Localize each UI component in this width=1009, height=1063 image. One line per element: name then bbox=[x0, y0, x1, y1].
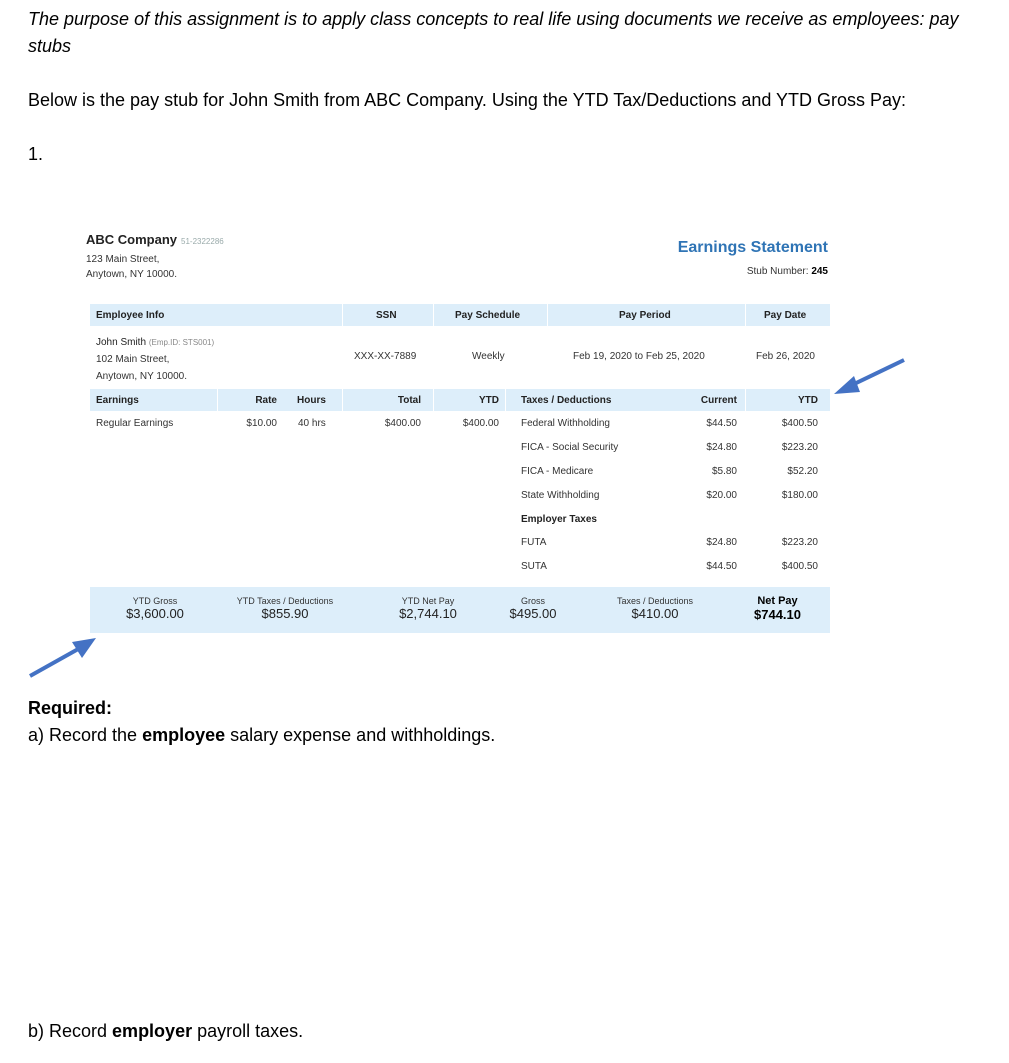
arrow-icon bbox=[26, 636, 98, 680]
pay-stub bbox=[85, 225, 830, 635]
gross-value: $495.00 bbox=[509, 606, 557, 621]
requirement-b bbox=[28, 1021, 303, 1042]
ytd-gross-value: $3,600.00 bbox=[126, 606, 184, 621]
tax-ytd-suta: $400.50 bbox=[781, 561, 818, 572]
ytd-taxes-value: $855.90 bbox=[261, 606, 309, 621]
company-name-text: ABC Company bbox=[86, 232, 178, 247]
employee-ssn: XXX-XX-7889 bbox=[354, 351, 417, 362]
employer-taxes-label: Employer Taxes bbox=[521, 514, 597, 525]
header-pay-date: Pay Date bbox=[764, 310, 807, 321]
arrow-icon bbox=[828, 354, 908, 400]
hours-header: Hours bbox=[297, 395, 326, 406]
instruction-text: Below is the pay stub for John Smith from ABC Company. Using the YTD Tax/Deductions and YTD Gross Pay: bbox=[28, 90, 907, 110]
regular-earnings-label: Regular Earnings bbox=[96, 418, 174, 429]
tax-ytd-social-security: $223.20 bbox=[781, 442, 818, 453]
tax-label-medicare: FICA - Medicare bbox=[521, 466, 594, 477]
gross-summary bbox=[473, 596, 593, 621]
requirement-b-suffix: payroll taxes. bbox=[192, 1021, 304, 1041]
tax-label-suta: SUTA bbox=[521, 561, 547, 572]
header-pay-period: Pay Period bbox=[619, 310, 671, 321]
employee-address-line-1: 102 Main Street, bbox=[96, 354, 170, 365]
ytd-taxes-label: YTD Taxes / Deductions bbox=[236, 596, 334, 606]
stub-number bbox=[747, 266, 828, 277]
tax-ytd-state: $180.00 bbox=[781, 490, 818, 501]
intro-text: The purpose of this assignment is to apply class concepts to real life using documents we receive as employees: pay stubs bbox=[28, 9, 959, 56]
pay-schedule-value: Weekly bbox=[472, 351, 505, 362]
tax-current-federal: $44.50 bbox=[706, 418, 737, 429]
stub-number-value: 245 bbox=[811, 266, 828, 277]
taxes-header: Taxes / Deductions bbox=[521, 395, 612, 406]
taxes-label: Taxes / Deductions bbox=[616, 596, 694, 606]
header-pay-schedule: Pay Schedule bbox=[455, 310, 521, 321]
ytd-net-value: $2,744.10 bbox=[399, 606, 457, 621]
tax-label-federal: Federal Withholding bbox=[521, 418, 610, 429]
ytd-taxes-summary bbox=[225, 596, 345, 621]
earnings-header: Earnings bbox=[96, 395, 139, 406]
taxes-value: $410.00 bbox=[631, 606, 679, 621]
gross-label: Gross bbox=[520, 596, 545, 606]
company-address-line-2: Anytown, NY 10000. bbox=[86, 269, 177, 280]
requirement-a bbox=[28, 725, 495, 746]
regular-earnings-rate: $10.00 bbox=[246, 418, 277, 429]
requirement-a-bold: employee bbox=[142, 725, 226, 745]
tax-current-state: $20.00 bbox=[706, 490, 737, 501]
tax-label-social-security: FICA - Social Security bbox=[521, 442, 619, 453]
ytd-net-summary bbox=[368, 596, 488, 621]
company-address bbox=[86, 252, 177, 282]
tax-label-state: State Withholding bbox=[521, 490, 600, 501]
tax-ytd-federal: $400.50 bbox=[781, 418, 818, 429]
stub-number-label: Stub Number: bbox=[746, 266, 809, 277]
company-name bbox=[86, 232, 224, 247]
total-header: Total bbox=[397, 395, 421, 406]
tax-label-futa: FUTA bbox=[521, 537, 547, 548]
ytd-net-label: YTD Net Pay bbox=[401, 596, 455, 606]
company-id: 51-2322286 bbox=[181, 237, 224, 246]
employee-id: (Emp.ID: STS001) bbox=[148, 338, 215, 347]
header-ssn: SSN bbox=[376, 310, 397, 321]
net-pay-value: $744.10 bbox=[754, 607, 801, 622]
net-pay-summary bbox=[725, 595, 830, 622]
pay-period-value: Feb 19, 2020 to Feb 25, 2020 bbox=[573, 351, 705, 362]
net-pay-label: Net Pay bbox=[757, 595, 798, 607]
ytd-gross-summary bbox=[95, 596, 215, 621]
ytd2-header: YTD bbox=[798, 395, 818, 406]
employee-info bbox=[96, 334, 214, 385]
taxes-summary bbox=[595, 596, 715, 621]
requirement-a-suffix: salary expense and withholdings. bbox=[225, 725, 496, 745]
requirement-b-bold: employer bbox=[112, 1021, 193, 1041]
requirement-a-prefix: a) Record the bbox=[28, 725, 143, 745]
employee-address-line-2: Anytown, NY 10000. bbox=[96, 371, 187, 382]
employee-name: John Smith bbox=[96, 337, 147, 348]
pay-date-value: Feb 26, 2020 bbox=[756, 351, 815, 362]
tax-current-suta: $44.50 bbox=[706, 561, 737, 572]
regular-earnings-hours: 40 hrs bbox=[298, 418, 326, 429]
tax-current-futa: $24.80 bbox=[706, 537, 737, 548]
regular-earnings-ytd: $400.00 bbox=[462, 418, 499, 429]
requirement-b-prefix: b) Record bbox=[28, 1021, 113, 1041]
rate-header: Rate bbox=[255, 395, 277, 406]
current-header: Current bbox=[700, 395, 737, 406]
tax-current-medicare: $5.80 bbox=[711, 466, 737, 477]
company-address-line-1: 123 Main Street, bbox=[86, 254, 160, 265]
header-employee-info: Employee Info bbox=[96, 310, 165, 321]
statement-title: Earnings Statement bbox=[677, 239, 828, 256]
ytd-header: YTD bbox=[479, 395, 499, 406]
tax-current-social-security: $24.80 bbox=[706, 442, 737, 453]
required-title: Required: bbox=[28, 698, 113, 718]
tax-ytd-medicare: $52.20 bbox=[787, 466, 818, 477]
tax-ytd-futa: $223.20 bbox=[781, 537, 818, 548]
item-number: 1. bbox=[28, 144, 44, 164]
regular-earnings-total: $400.00 bbox=[384, 418, 421, 429]
ytd-gross-label: YTD Gross bbox=[132, 596, 178, 606]
